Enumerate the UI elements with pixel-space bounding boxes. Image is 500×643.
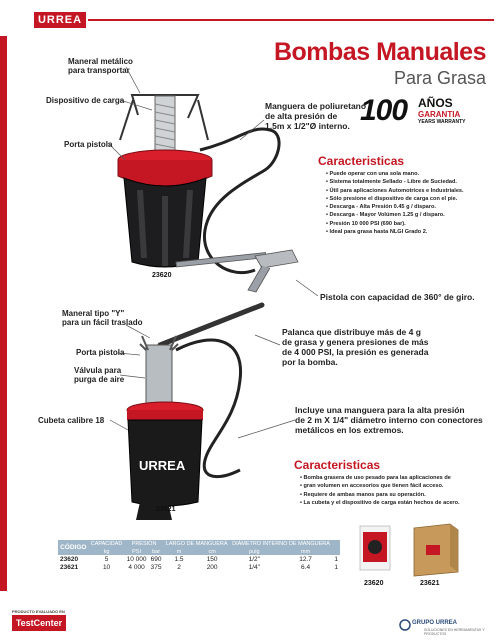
spec-table [58,540,340,571]
table-cell: 150 [206,555,218,563]
spec-header-row [58,540,340,548]
spec-header-largo: LARGO DE MANGUERA [164,540,230,548]
warranty-years: YEARS WARRANTY [418,119,466,125]
feature-item: • Sistema totalmente Sellado - Libre de Suciedad. [326,178,496,186]
feature-item: • gran volumen en accesorios que tienen fácil acceso. [300,482,496,490]
pump-code-23621: 23621 [156,506,176,513]
table-cell: 1 [334,555,338,563]
box-code-23621: 23621 [420,580,440,587]
feature-item: • Requiere de ambas manos para su operación. [300,491,496,499]
features-title-1: Caracteristicas [318,154,405,168]
grupo-urrea-emblem [400,620,410,630]
feature-item: • Sólo presione el dispositivo de carga con el pie. [326,195,496,203]
grupo-urrea-tagline: SOLUCIONES EN HERRAMIENTAS Y PRODUCTOS [424,628,485,636]
callout-maneral-y: Maneral tipo "Y" para un fácil traslado [62,309,143,327]
callout-pistola: Pistola con capacidad de 360° de giro. [320,292,475,302]
spec-unit: PSI [125,548,149,555]
features-list-1 [326,170,496,236]
callout-palanca: Palanca que distribuye más de 4 g de grasa y genera presiones de más de 4 000 PSI, la presión es generada por la bomba. [282,327,429,367]
spec-unit [332,548,340,555]
spec-header-diametro: DIÁMETRO INTERNO DE MANGUERA [230,540,333,548]
callout-maneral-metalico: Maneral metálico para transportar [68,57,133,75]
table-cell: 12.7 [299,555,312,563]
features-list-2 [300,474,496,507]
table-cell: 10 000 [126,555,147,563]
table-cell: 4 000 [128,563,145,571]
feature-item: • La cubeta y el dispositivo de carga están hechos de acero. [300,499,496,507]
table-cell: 1.5 [174,555,184,563]
spec-unit: m [164,548,195,555]
callout-dispositivo-carga: Dispositivo de carga [46,96,125,105]
warranty-garantia: GARANTIA [418,110,461,119]
pump-code-23620: 23620 [152,272,172,279]
spec-header-empty [332,540,340,548]
product-box-23620 [360,526,390,570]
test-center-logo: TestCenter [12,615,66,631]
spec-unit: pulg [230,548,279,555]
features-title-2: Caracteristicas [294,458,381,472]
spec-unit: kg [89,548,125,555]
table-cell: 5 [104,555,109,563]
feature-item: • Ideal para grasa hasta NLGI Grado 2. [326,228,496,236]
box-code-23620: 23620 [364,580,384,587]
table-row [58,555,340,563]
pump-23621-image [127,305,262,520]
callout-valvula: Válvula para purga de aire [74,366,125,384]
table-cell: 23620 [60,555,79,563]
spec-header-capacidad: CAPACIDAD [89,540,125,548]
spec-header-presion: PRESIÓN [125,540,164,548]
svg-text:URREA: URREA [139,458,186,473]
feature-item: • Descarga - Alta Presión 0.45 g / disparo. [326,203,496,211]
table-cell: 1 [334,563,338,571]
urrea-logo: URREA [34,12,86,28]
table-cell: 23621 [60,563,79,571]
callout-cubeta: Cubeta calibre 18 [38,416,105,425]
table-cell: 1/2" [248,555,260,563]
page-subtitle: Para Grasa [393,68,486,88]
spec-unit: cm [194,548,229,555]
feature-item: • Descarga - Mayor Volúmen 1.25 g / disparo. [326,211,496,219]
table-cell: 10 [102,563,111,571]
callout-manguera-1: Manguera de poliuretano de alta presión de 1.5m x 1/2"Ø interno. [265,101,367,131]
table-cell: 375 [150,563,162,571]
grupo-urrea-logo: GRUPO URREA [412,620,458,626]
warranty-number: 100 [360,94,408,127]
feature-item: • Bomba grasera de uso pesado para las aplicaciones de [300,474,496,482]
spec-unit: bar [149,548,164,555]
spec-header-codigo: CÓDIGO [58,540,89,555]
table-cell: 2 [177,563,181,571]
feature-item: • Puede operar con una sola mano. [326,170,496,178]
table-cell: 690 [150,555,162,563]
spec-unit: mm [279,548,332,555]
table-cell: 6.4 [301,563,311,571]
table-cell: 1/4" [248,563,260,571]
table-cell: 200 [206,563,218,571]
spec-units-row [58,548,340,555]
feature-item: • Presión 10 000 PSI (690 bar). [326,220,496,228]
page-title: Bombas Manuales [273,38,486,66]
table-row [58,563,340,571]
product-box-23621 [414,524,458,576]
feature-item: • Útil para aplicaciones Automotrices e Industriales. [326,187,496,195]
warranty-anos: AÑOS [418,96,453,110]
callout-porta-pistola-2: Porta pistola [76,348,125,357]
test-center-caption: PRODUCTO EVALUADO EN [12,609,65,614]
callout-manguera-2: Incluye una manguera para la alta presión de 2 m X 1/4" diámetro interno con conectores metálicos en los extremos. [295,405,483,435]
callout-porta-pistola-1: Porta pistola [64,140,113,149]
